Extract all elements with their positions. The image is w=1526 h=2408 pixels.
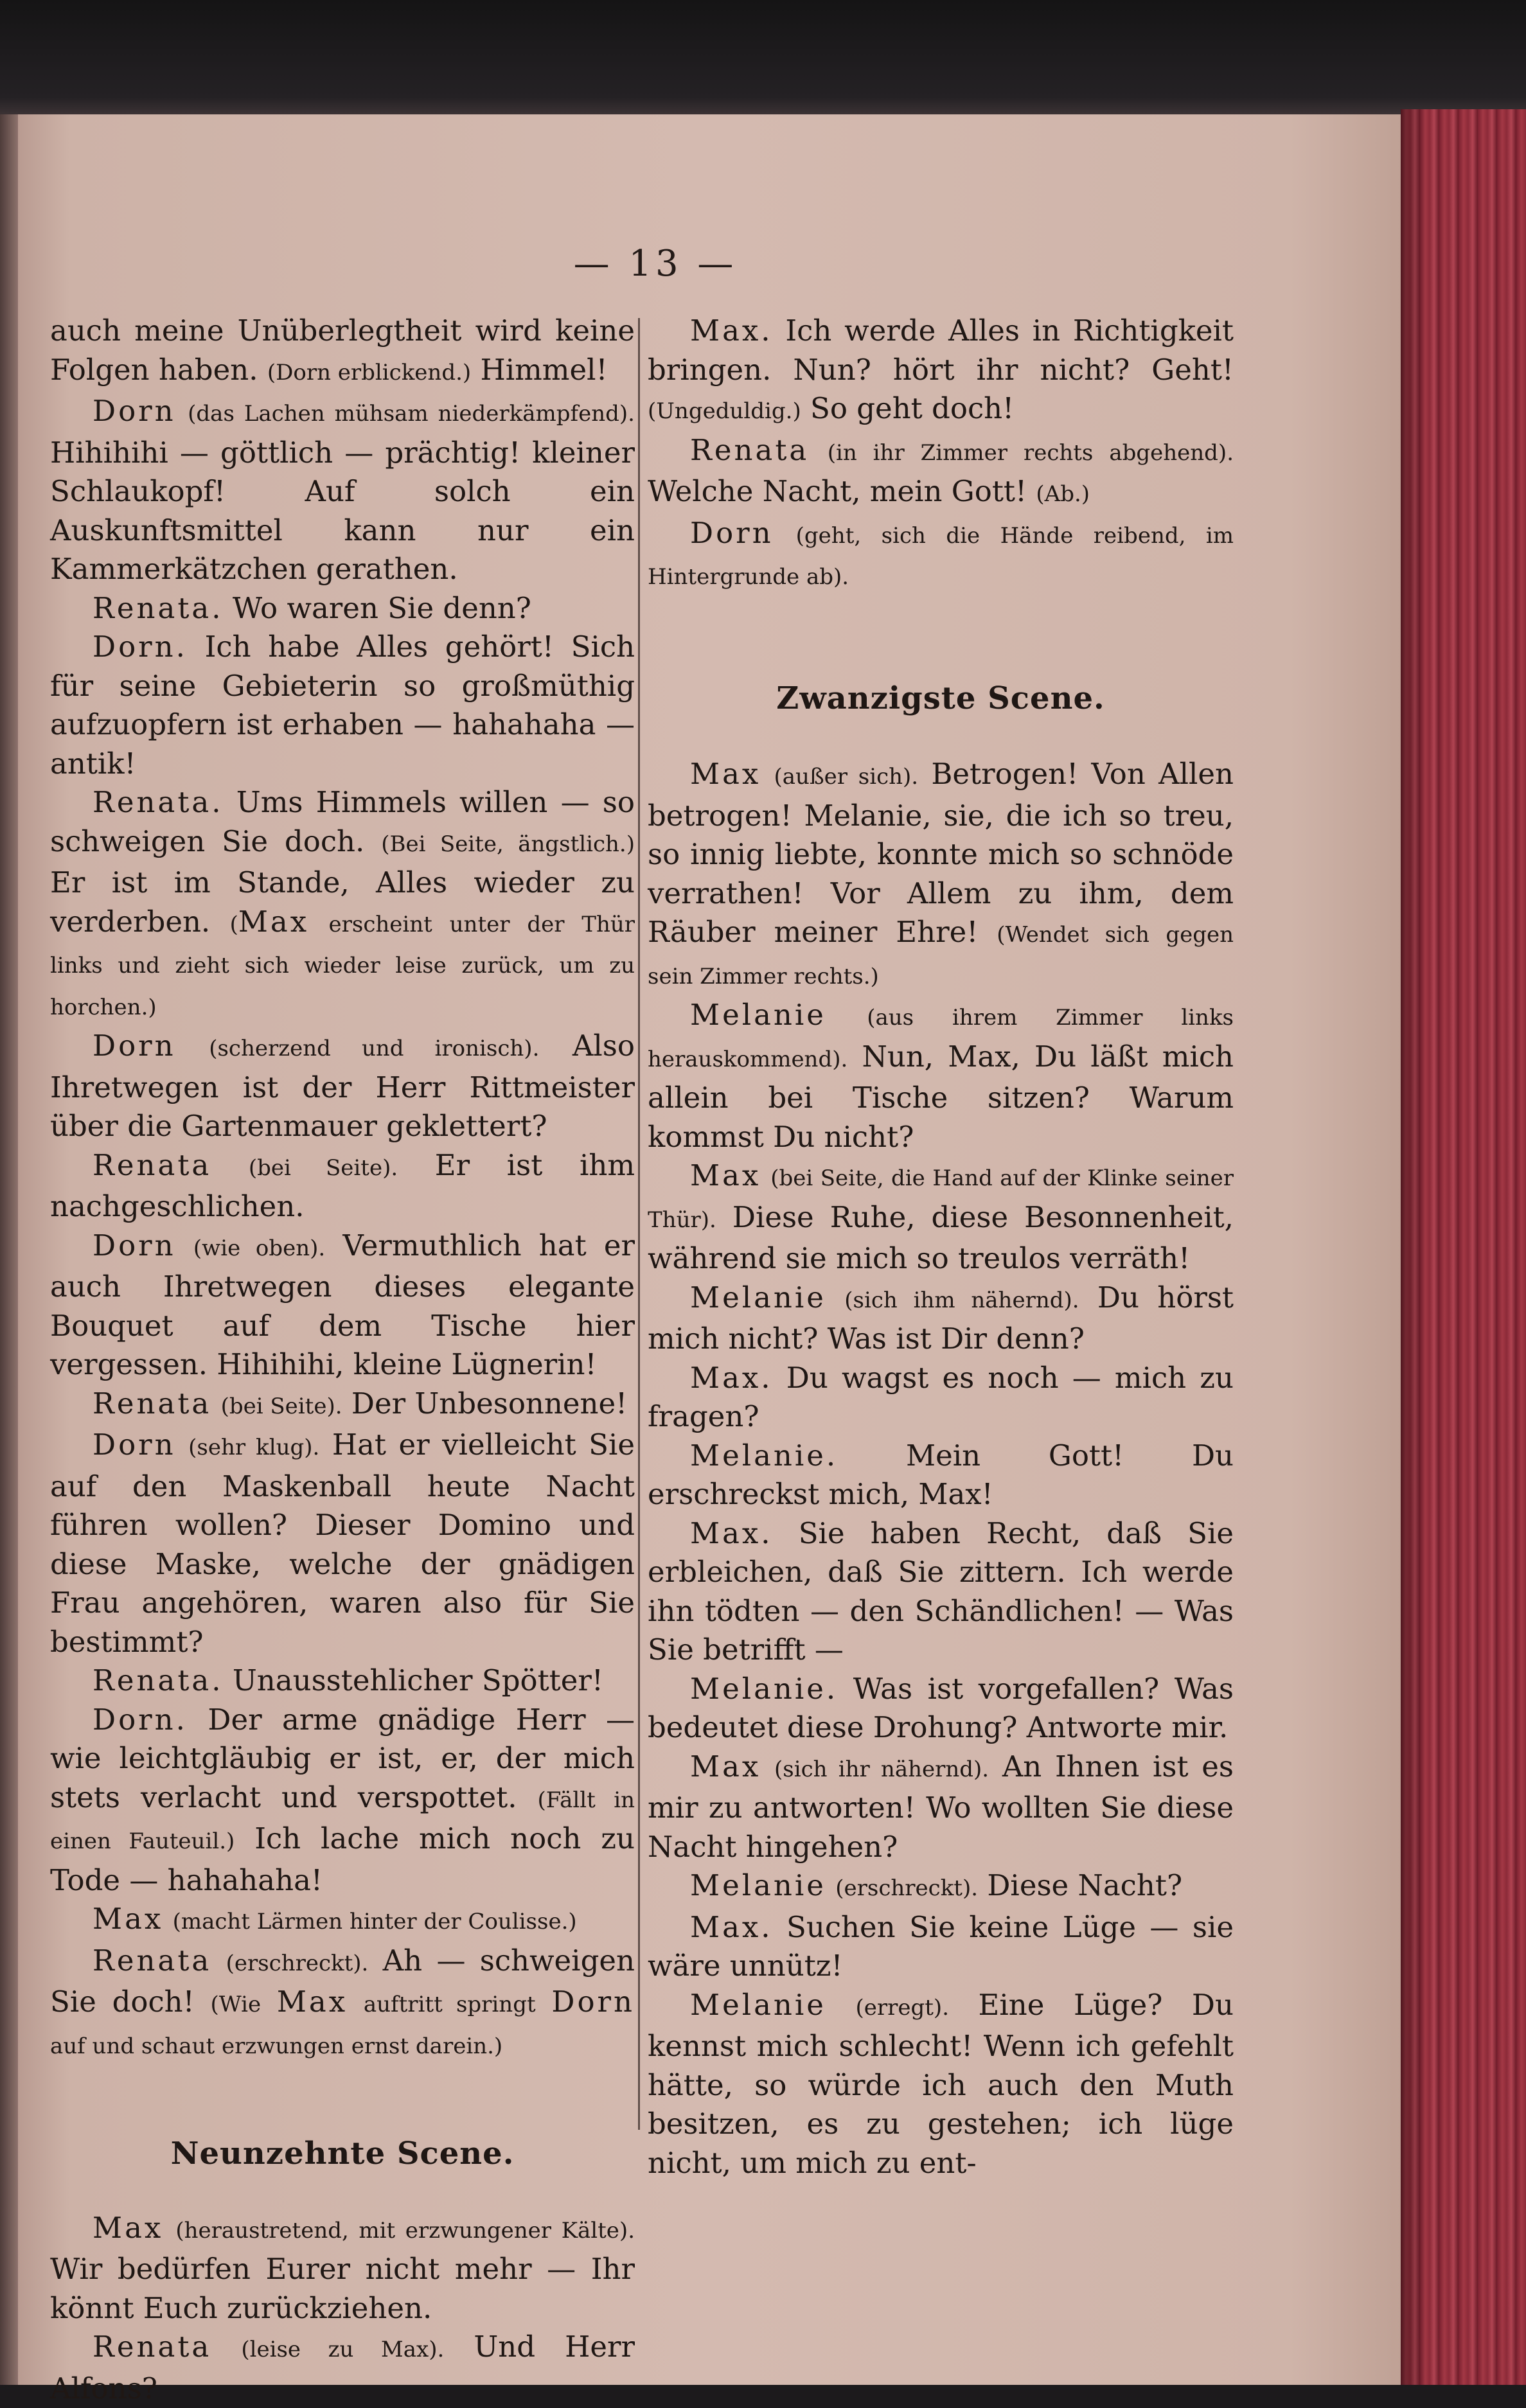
paragraph: Renata (in ihr Zimmer rechts abgehend). Welche Nacht, mein Gott! (Ab.) [648, 432, 1234, 508]
speaker-name: Dorn [93, 1029, 176, 1063]
stage-direction: (bei Seite). [220, 1393, 342, 1419]
speaker-name: Dorn [93, 394, 176, 428]
stage-direction: (das Lachen mühsam niederkämpfend). [188, 401, 635, 427]
speaker-name: Max [690, 1158, 761, 1192]
speaker-name: Renata. [93, 1663, 224, 1697]
paragraph: Dorn (scherzend und ironisch). Also Ihretwegen ist der Herr Rittmeister über die Gartenmauer geklettert? [50, 1029, 635, 1143]
speaker-name: Renata [93, 2330, 212, 2364]
stage-direction: (heraustretend, mit erzwungener Kälte). [175, 2217, 635, 2244]
stage-direction: (geht, sich die Hände reibend, im Hintergrunde ab). [648, 522, 1234, 590]
speaker-name: Max [690, 1749, 761, 1784]
paragraph: Max. Du wagst es noch — mich zu fragen? [648, 1360, 1234, 1433]
paragraph [50, 1900, 635, 1942]
speaker-name: Max [93, 1902, 164, 1936]
paragraph: Renata. Wo waren Sie denn? [93, 590, 531, 625]
speaker-name: Melanie. [690, 1438, 838, 1473]
stage-direction: (scherzend und ironisch). [209, 1036, 540, 1061]
stage-direction: (Bei Seite, ängstlich.) [381, 831, 635, 857]
right-column [648, 312, 1234, 2182]
speaker-name: Dorn [93, 1428, 176, 1462]
stage-direction: (außer sich). [774, 764, 919, 790]
speaker-name: Max [238, 904, 310, 939]
stage-direction: (erregt). [855, 1994, 949, 2021]
stage-direction: (in ihr Zimmer rechts abgehend). [827, 439, 1234, 466]
paragraph [648, 514, 1234, 597]
speaker-name: Melanie [690, 1987, 826, 2022]
page-number: — 13 — [573, 243, 738, 285]
speaker-name: Renata. [93, 785, 224, 819]
book-page-edges [1401, 109, 1526, 2385]
paragraph: Max (sich ihr nähernd). An Ihnen ist es mir zu antworten! Wo wollten Sie diese Nacht hingehen? [648, 1749, 1234, 1864]
top-background [0, 0, 1526, 114]
speaker-name: Max. [690, 1360, 773, 1395]
paragraph: Dorn (das Lachen mühsam niederkämpfend). Hihihihi — göttlich — prächtig! kleiner Schlaukopf! Auf solch ein Auskunftsmittel kann nur ein Kammerkätzchen gerathen. [50, 394, 635, 586]
left-column [50, 312, 635, 2408]
stage-direction: (sich ihm nähernd). [844, 1287, 1079, 1313]
paragraph: Max. Suchen Sie keine Lüge — sie wäre unnütz! [648, 1909, 1234, 1983]
speaker-name: Max. [690, 1909, 773, 1944]
speaker-name: Dorn [551, 1985, 635, 2019]
speaker-name: Max. [690, 1516, 773, 1550]
speaker-name: Renata [690, 432, 810, 467]
paragraph: Renata (leise zu Max). Und Herr Alfons? [50, 2330, 635, 2405]
scene-heading: Neunzehnte Scene. [170, 2136, 515, 2172]
speaker-name: Max [690, 757, 761, 791]
paragraph: Dorn. Der arme gnädige Herr — wie leichtgläubig er ist, er, der mich stets verlacht und verspottet. (Fällt in einen Fauteuil.) Ich lache mich noch zu Tode — hahahaha! [50, 1702, 635, 1897]
stage-direction: (Ungeduldig.) [648, 398, 801, 424]
scene-heading: Zwanzigste Scene. [776, 680, 1105, 716]
paragraph: Dorn (sehr klug). Hat er vielleicht Sie auf den Maskenball heute Nacht führen wollen? Dieser Domino und diese Maske, welche der gnädigen Frau angehören, waren also für Sie bestimmt? [50, 1428, 635, 1659]
paragraph: Renata. Unausstehlicher Spötter! [93, 1663, 603, 1697]
speaker-name: Max [93, 2210, 164, 2245]
paragraph: Melanie (aus ihrem Zimmer links herauskommend). Nun, Max, Du läßt mich allein bei Tische sitzen? Warum kommst Du nicht? [648, 998, 1234, 1154]
stage-direction: (macht Lärmen hinter der Coulisse.) [172, 1909, 577, 1934]
speaker-name: Melanie. [690, 1671, 838, 1706]
stage-direction: (sich ihr nähernd). [774, 1756, 989, 1782]
paragraph: Renata (bei Seite). Der Unbesonnene! [93, 1386, 628, 1421]
stage-direction: (bei Seite). [248, 1155, 398, 1181]
stage-direction: (aus ihrem Zimmer links herauskommend). [648, 1005, 1234, 1072]
speaker-name: Renata [93, 1943, 212, 1978]
stage-direction: (leise zu Max). [241, 2337, 445, 2362]
paragraph: Max (außer sich). Betrogen! Von Allen betrogen! Melanie, sie, die ich so treu, so innig liebte, konnte mich so schnöde verrathen! Vor Allem zu ihm, dem Räuber meiner Ehre! (Wendet sich gegen sein Zimmer rechts.) [648, 757, 1234, 989]
page-spine-edge [0, 114, 18, 2385]
column-divider [638, 318, 640, 2130]
speaker-name: Renata. [93, 590, 224, 625]
stage-direction: (bei Seite, die Hand auf der Klinke seiner Thür). [648, 1165, 1234, 1233]
speaker-name: Melanie [690, 1280, 826, 1315]
paragraph: Max (heraustretend, mit erzwungener Kälte). Wir bedürfen Eurer nicht mehr — Ihr könnt Euch zurückziehen. [50, 2210, 635, 2325]
speaker-name: Dorn. [93, 1702, 188, 1737]
speaker-name: Renata [93, 1147, 212, 1182]
stage-direction: erscheint unter der Thür links und zieht sich wieder leise zurück, um zu horchen.) [50, 911, 635, 1020]
speaker-name: Melanie [690, 998, 826, 1032]
stage-direction: auf und schaut erzwungen ernst darein.) [50, 2033, 503, 2059]
speaker-name: Dorn. [93, 630, 188, 664]
paragraph: Max. Sie haben Recht, daß Sie erbleichen, daß Sie zittern. Ich werde ihn tödten — den Schändlichen! — Was Sie betrifft — [648, 1516, 1234, 1667]
stage-direction: (wie oben). [193, 1235, 326, 1261]
speaker-name: Renata [93, 1386, 212, 1421]
stage-direction: (erschreckt). [226, 1950, 369, 1976]
paragraph: Dorn. Ich habe Alles gehört! Sich für seine Gebieterin so großmüthig aufzuopfern ist erhaben — hahahaha — antik! [50, 630, 635, 781]
paragraph: Renata. Ums Himmels willen — so schweigen Sie doch. (Bei Seite, ängstlich.) Er ist im Stande, Alles wieder zu verderben. (Max erscheint unter der Thür links und zieht sich wieder leise zurück, um zu horchen.) [50, 785, 635, 1020]
paragraph: Dorn (wie oben). Vermuthlich hat er auch Ihretwegen dieses elegante Bouquet auf dem Tische hier vergessen. Hihihihi, kleine Lügnerin! [50, 1228, 635, 1381]
stage-direction: (erschreckt). [835, 1875, 979, 1901]
speaker-name: Dorn [690, 515, 774, 550]
stage-direction: (sehr klug). [188, 1435, 320, 1460]
paragraph: Renata (erschreckt). Ah — schweigen Sie doch! (Wie Max auftritt springt Dorn auf und schaut erzwungen ernst darein.) [50, 1943, 635, 2059]
paragraph: auch meine Unüberlegtheit wird keine Folgen haben. (Dorn erblickend.) Himmel! [50, 314, 635, 387]
paragraph: Max. Ich werde Alles in Richtigkeit bringen. Nun? hört ihr nicht? Geht! (Ungeduldig.) So geht doch! [648, 314, 1234, 425]
stage-direction: (Fällt in einen Fauteuil.) [50, 1787, 635, 1854]
paragraph: Max (bei Seite, die Hand auf der Klinke seiner Thür). Diese Ruhe, diese Besonnenheit, während sie mich so treulos verräth! [648, 1158, 1234, 1275]
speaker-name: Melanie [690, 1868, 826, 1902]
paragraph: Melanie (erschreckt). Diese Nacht? [690, 1868, 1183, 1902]
paragraph: Melanie. Was ist vorgefallen? Was bedeutet diese Drohung? Antworte mir. [648, 1671, 1234, 1744]
speaker-name: Dorn [93, 1228, 176, 1262]
paragraph: Melanie (sich ihm nähernd). Du hörst mich nicht? Was ist Dir denn? [648, 1280, 1234, 1356]
paragraph: Renata (bei Seite). Er ist ihm nachgeschlichen. [50, 1147, 635, 1223]
speaker-name: Max [276, 1985, 348, 2019]
speaker-name: Max. [690, 314, 773, 348]
paragraph: Melanie. Mein Gott! Du erschreckst mich, Max! [648, 1438, 1234, 1511]
paragraph: Melanie (erregt). Eine Lüge? Du kennst mich schlecht! Wenn ich gefehlt hätte, so würde ich auch den Muth besitzen, es zu gestehen; ich lüge nicht, um mich zu ent- [648, 1987, 1234, 2180]
